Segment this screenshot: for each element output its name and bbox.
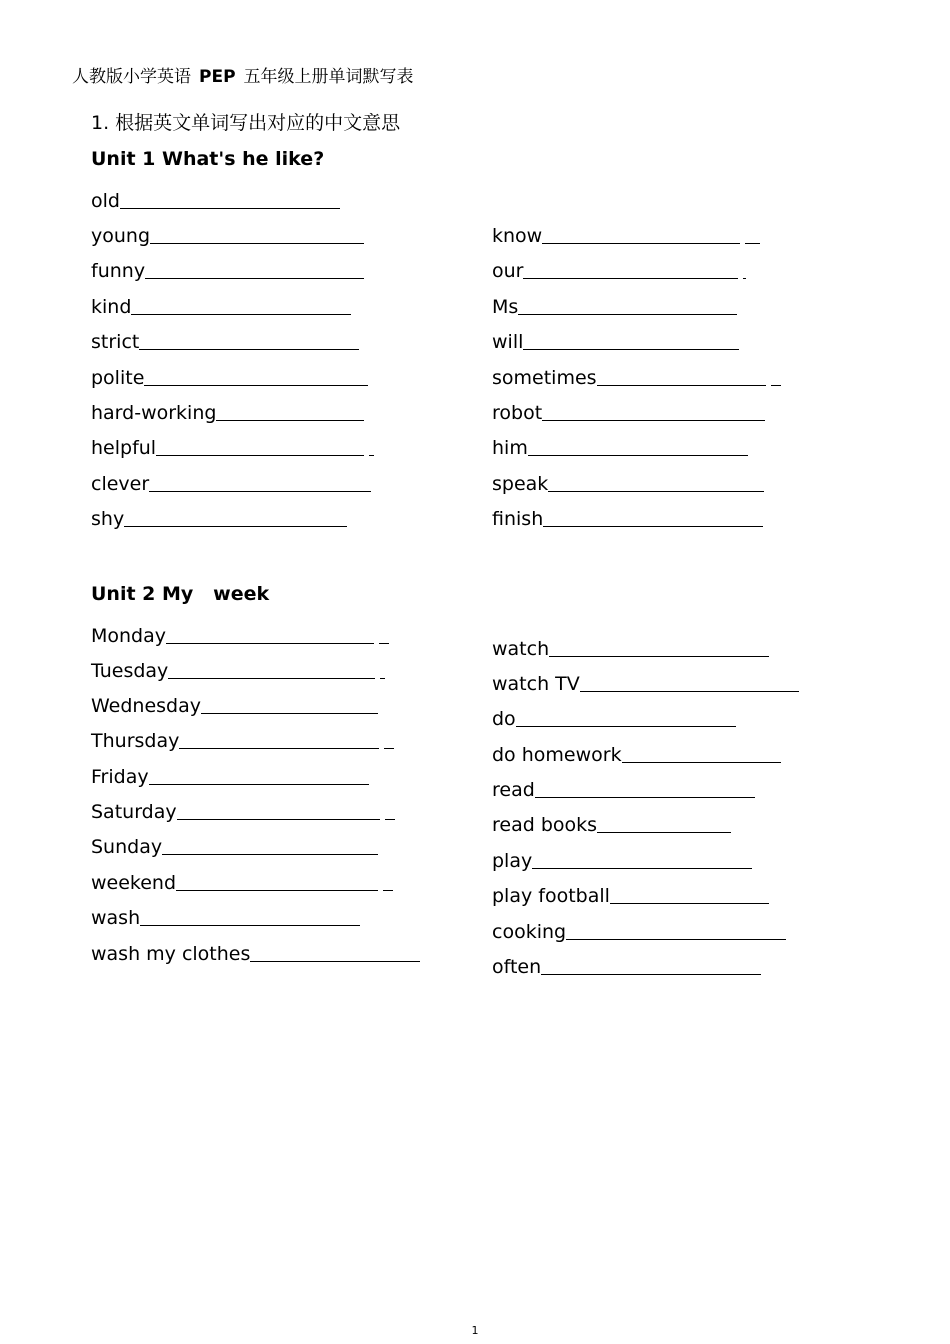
answer-blank[interactable] <box>542 402 765 421</box>
answer-blank[interactable] <box>124 508 347 527</box>
word-label: often <box>492 956 542 978</box>
unit-2-title: Unit 2 My week <box>91 583 270 605</box>
word-row <box>492 363 781 389</box>
word-label: old <box>91 190 120 212</box>
answer-blank[interactable] <box>516 708 736 727</box>
answer-blank[interactable] <box>168 660 375 679</box>
answer-blank[interactable] <box>541 956 761 975</box>
blank-tail <box>369 437 374 456</box>
word-row <box>492 433 748 459</box>
word-label: speak <box>492 473 549 495</box>
word-row <box>91 868 393 894</box>
answer-blank[interactable] <box>216 402 364 421</box>
word-row <box>492 469 764 495</box>
answer-blank[interactable] <box>177 801 380 820</box>
word-row <box>91 656 385 682</box>
word-row <box>91 832 378 858</box>
word-label: polite <box>91 367 145 389</box>
word-row <box>492 917 786 943</box>
word-row <box>492 704 736 730</box>
word-label: clever <box>91 473 150 495</box>
answer-blank[interactable] <box>610 885 769 904</box>
answer-blank[interactable] <box>140 907 360 926</box>
word-label: watch <box>492 638 550 660</box>
word-label: kind <box>91 296 132 318</box>
word-row <box>492 846 752 872</box>
answer-blank[interactable] <box>176 872 378 891</box>
word-row <box>492 775 755 801</box>
word-label: weekend <box>91 872 177 894</box>
word-label: shy <box>91 508 125 530</box>
word-label: watch TV <box>492 673 580 695</box>
word-label: helpful <box>91 437 157 459</box>
answer-blank[interactable] <box>542 225 740 244</box>
word-label: Monday <box>91 625 167 647</box>
header-prefix: 人教版小学英语 <box>72 67 191 87</box>
word-label: strict <box>91 331 140 353</box>
answer-blank[interactable] <box>543 508 763 527</box>
word-row <box>492 256 746 282</box>
word-label: hard-working <box>91 402 217 424</box>
document-header <box>72 62 414 87</box>
word-row <box>91 469 371 495</box>
word-label: Ms <box>492 296 519 318</box>
word-label: young <box>91 225 151 247</box>
word-row <box>492 740 781 766</box>
word-row <box>492 810 731 836</box>
answer-blank[interactable] <box>139 331 359 350</box>
answer-blank[interactable] <box>548 473 764 492</box>
word-label: cooking <box>492 921 567 943</box>
answer-blank[interactable] <box>535 779 755 798</box>
word-label: read books <box>492 814 598 836</box>
instruction-text: 1. 根据英文单词写出对应的中文意思 <box>91 112 401 134</box>
word-label: read <box>492 779 535 801</box>
word-row <box>91 726 394 752</box>
word-label: Wednesday <box>91 695 202 717</box>
blank-tail <box>384 730 394 749</box>
answer-blank[interactable] <box>145 260 364 279</box>
word-label: wash my clothes <box>91 943 251 965</box>
answer-blank[interactable] <box>566 921 786 940</box>
answer-blank[interactable] <box>597 814 731 833</box>
blank-tail <box>385 801 395 820</box>
answer-blank[interactable] <box>528 437 748 456</box>
word-label: know <box>492 225 543 247</box>
word-label: robot <box>492 402 543 424</box>
word-label: will <box>492 331 524 353</box>
word-label: him <box>492 437 528 459</box>
answer-blank[interactable] <box>201 695 378 714</box>
word-row <box>492 221 760 247</box>
word-row <box>492 292 737 318</box>
word-row <box>492 634 769 660</box>
answer-blank[interactable] <box>518 296 737 315</box>
word-row <box>91 504 347 530</box>
word-row <box>91 433 374 459</box>
word-row <box>91 256 364 282</box>
answer-blank[interactable] <box>144 367 368 386</box>
word-label: do <box>492 708 516 730</box>
answer-blank[interactable] <box>149 473 371 492</box>
answer-blank[interactable] <box>149 766 369 785</box>
word-row <box>492 398 765 424</box>
word-row <box>91 327 359 353</box>
word-row <box>91 621 389 647</box>
word-row <box>492 327 739 353</box>
word-row <box>91 903 360 929</box>
word-row <box>91 292 351 318</box>
answer-blank[interactable] <box>580 673 799 692</box>
word-label: play football <box>492 885 610 907</box>
answer-blank[interactable] <box>250 943 420 962</box>
word-row <box>91 691 378 717</box>
blank-tail <box>380 660 385 679</box>
unit-1-title: Unit 1 What's he like? <box>91 148 325 170</box>
answer-blank[interactable] <box>162 836 378 855</box>
header-pep: PEP <box>199 67 236 87</box>
blank-tail <box>743 260 746 279</box>
word-label: Sunday <box>91 836 163 858</box>
word-row <box>91 186 340 212</box>
page-number: 1 <box>471 1324 479 1337</box>
answer-blank[interactable] <box>179 730 379 749</box>
word-row <box>91 939 420 965</box>
word-row <box>492 504 763 530</box>
word-label: Thursday <box>91 730 180 752</box>
word-row <box>91 762 369 788</box>
word-label: play <box>492 850 533 872</box>
word-row <box>492 952 761 978</box>
word-label: our <box>492 260 524 282</box>
word-row <box>91 797 395 823</box>
blank-tail <box>383 872 393 891</box>
blank-tail <box>745 225 760 244</box>
answer-blank[interactable] <box>532 850 752 869</box>
word-row <box>91 363 368 389</box>
answer-blank[interactable] <box>166 625 374 644</box>
word-label: funny <box>91 260 146 282</box>
word-label: finish <box>492 508 544 530</box>
blank-tail <box>771 367 781 386</box>
answer-blank[interactable] <box>156 437 364 456</box>
word-label: Saturday <box>91 801 177 823</box>
header-suffix: 五年级上册单词默写表 <box>243 67 414 87</box>
answer-blank[interactable] <box>150 225 364 244</box>
word-label: Tuesday <box>91 660 169 682</box>
answer-blank[interactable] <box>622 744 781 763</box>
word-row <box>492 669 799 695</box>
word-row <box>492 881 769 907</box>
word-label: sometimes <box>492 367 597 389</box>
word-label: wash <box>91 907 141 929</box>
answer-blank[interactable] <box>523 331 739 350</box>
answer-blank[interactable] <box>120 190 340 209</box>
blank-tail <box>379 625 389 644</box>
answer-blank[interactable] <box>131 296 351 315</box>
answer-blank[interactable] <box>523 260 738 279</box>
word-label: Friday <box>91 766 149 788</box>
word-row <box>91 221 364 247</box>
answer-blank[interactable] <box>549 638 769 657</box>
answer-blank[interactable] <box>597 367 766 386</box>
word-row <box>91 398 364 424</box>
word-label: do homework <box>492 744 622 766</box>
